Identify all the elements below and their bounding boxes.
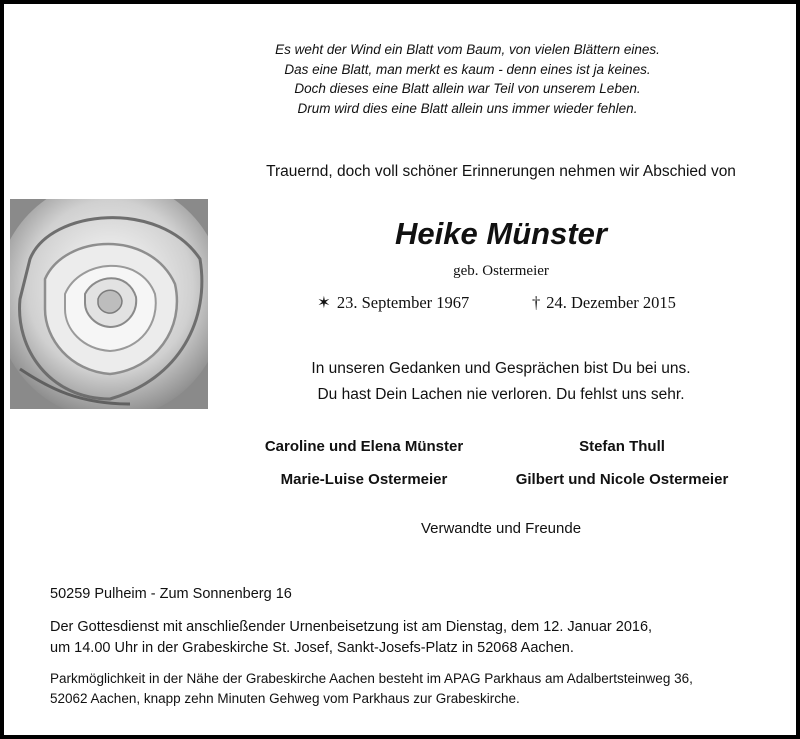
parking-line: Parkmöglichkeit in der Nähe der Grabeskirche Aachen besteht im APAG Parkhaus am Adalbertsteinweg 36, <box>50 671 693 686</box>
poem-line: Es weht der Wind ein Blatt vom Baum, von vielen Blättern eines. <box>275 42 660 57</box>
mourner-name: Gilbert und Nicole Ostermeier <box>515 471 729 488</box>
parking-line: 52062 Aachen, knapp zehn Minuten Gehweg vom Parkhaus zur Grabeskirche. <box>50 691 520 706</box>
rose-image <box>10 199 208 409</box>
deceased-name: Heike Münster <box>395 216 607 251</box>
poem-line: Doch dieses eine Blatt allein war Teil von unserem Leben. <box>294 81 641 96</box>
mourner-name: Caroline und Elena Münster <box>264 438 464 455</box>
quote-line: Du hast Dein Lachen nie verloren. Du fehlst uns sehr. <box>317 386 685 403</box>
rose-icon <box>10 199 208 409</box>
service-info <box>50 617 756 659</box>
memorial-quote <box>204 356 798 408</box>
farewell-intro: Trauernd, doch voll schöner Erinnerungen nehmen wir Abschied von <box>266 163 736 180</box>
death-cross-icon: † <box>532 293 541 312</box>
quote-line: In unseren Gedanken und Gesprächen bist Du bei uns. <box>311 360 691 377</box>
mourner-name: Stefan Thull <box>579 438 665 455</box>
birth-date <box>317 293 469 313</box>
maiden-name: geb. Ostermeier <box>453 263 549 279</box>
poem <box>204 40 731 118</box>
death-date-text: 24. Dezember 2015 <box>546 293 676 312</box>
death-date <box>532 293 676 313</box>
birth-date-text: 23. September 1967 <box>336 293 470 312</box>
mourner-name: Marie-Luise Ostermeier <box>280 471 448 488</box>
poem-line: Drum wird dies eine Blatt allein uns immer wieder fehlen. <box>297 100 638 116</box>
parking-info <box>50 669 756 709</box>
relatives-line: Verwandte und Freunde <box>420 520 582 537</box>
poem-line: Das eine Blatt, man merkt es kaum - denn eines ist ja keines. <box>284 61 651 77</box>
service-line: um 14.00 Uhr in der Grabeskirche St. Josef, Sankt-Josefs-Platz in 52068 Aachen. <box>50 640 574 656</box>
service-line: Der Gottesdienst mit anschließender Urnenbeisetzung ist am Dienstag, dem 12. Januar 2016, <box>50 619 653 635</box>
mourning-address: 50259 Pulheim - Zum Sonnenberg 16 <box>50 586 292 602</box>
birth-star-icon: ✶ <box>317 293 331 312</box>
